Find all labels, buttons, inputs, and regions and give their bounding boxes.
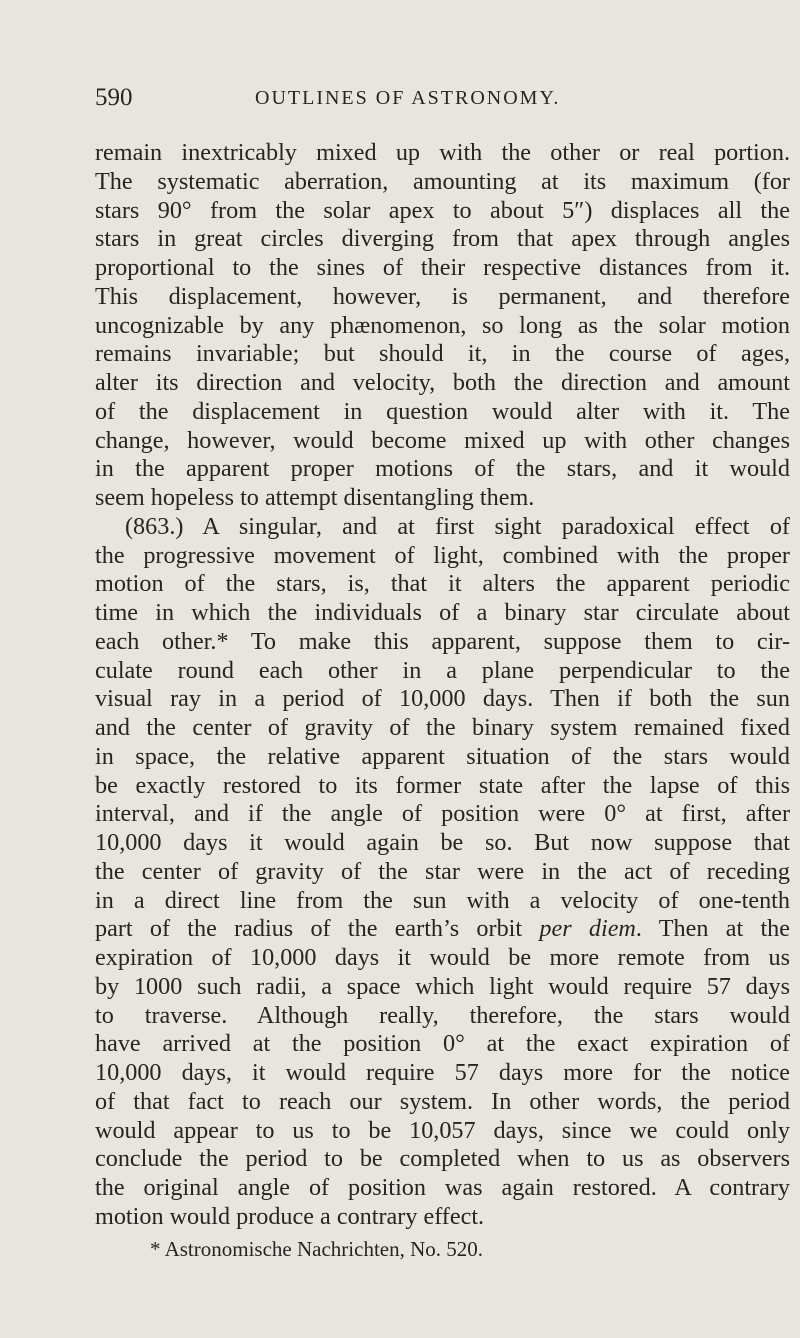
text-line: to traverse. Although really, therefore, the stars would bbox=[95, 1001, 790, 1029]
text-line: the original angle of position was again restored. A contrary bbox=[95, 1174, 790, 1201]
text-line: expiration of 10,000 days it would be more remote from us bbox=[95, 944, 790, 971]
text-line: proportional to the sines of their respective distances from it. bbox=[95, 254, 790, 281]
text-line: of that fact to reach our system. In other words, the period bbox=[95, 1087, 790, 1115]
text-line: and the center of gravity of the binary system remained fixed bbox=[95, 714, 790, 741]
text-line: culate round each other in a plane perpendicular to the bbox=[95, 656, 790, 684]
page-number: 590 bbox=[95, 84, 133, 111]
text-segment: part of the radius of the earth’s orbit bbox=[95, 915, 540, 943]
text-line: motion of the stars, is, that it alters the apparent periodic bbox=[95, 570, 790, 598]
text-line: uncognizable by any phænomenon, so long as the solar motion bbox=[95, 311, 790, 339]
text-line: This displacement, however, is permanent, and therefore bbox=[95, 282, 790, 310]
running-title: OUTLINES OF ASTRONOMY. bbox=[255, 87, 561, 109]
text-line: (863.) A singular, and at first sight paradoxical effect of bbox=[125, 512, 790, 540]
text-line: would appear to us to be 10,057 days, since we could only bbox=[95, 1116, 790, 1144]
text-line: remains invariable; but should it, in the course of ages, bbox=[95, 340, 790, 368]
text-line: the progressive movement of light, combined with the proper bbox=[95, 541, 790, 569]
text-line: remain inextricably mixed up with the other or real portion. bbox=[95, 139, 790, 166]
text-line: The systematic aberration, amounting at its maximum (for bbox=[95, 167, 790, 195]
text-segment: . Then at the bbox=[635, 915, 791, 943]
text-line: of the displacement in question would alter with it. The bbox=[95, 397, 790, 425]
text-line: 10,000 days it would again be so. But now suppose that bbox=[95, 829, 790, 856]
text-line: 10,000 days, it would require 57 days more for the notice bbox=[95, 1059, 790, 1086]
text-line: in the apparent proper motions of the stars, and it would bbox=[95, 455, 790, 483]
text-line: seem hopeless to attempt disentangling them. bbox=[95, 484, 535, 511]
text-line: interval, and if the angle of position were 0° at first, after bbox=[95, 800, 790, 828]
text-line: each other.* To make this apparent, suppose them to cir- bbox=[95, 627, 790, 655]
text-line: conclude the period to be completed when to us as observers bbox=[95, 1145, 790, 1173]
text-line: change, however, would become mixed up with other changes bbox=[95, 426, 790, 454]
footnote: * Astronomische Nachrichten, No. 520. bbox=[150, 1237, 484, 1261]
page-header bbox=[95, 84, 790, 118]
text-line: stars in great circles diverging from that apex through angles bbox=[95, 225, 790, 253]
text-line: alter its direction and velocity, both the direction and amount bbox=[95, 369, 790, 396]
body-text bbox=[95, 139, 790, 1232]
text-line: be exactly restored to its former state after the lapse of this bbox=[95, 771, 790, 799]
text-line: have arrived at the position 0° at the exact expiration of bbox=[95, 1030, 790, 1058]
text-line: by 1000 such radii, a space which light would require 57 days bbox=[95, 972, 790, 1000]
text-line: stars 90° from the solar apex to about 5″) displaces all the bbox=[95, 196, 790, 224]
text-line: the center of gravity of the star were in the act of receding bbox=[95, 857, 790, 885]
text-line: visual ray in a period of 10,000 days. Then if both the sun bbox=[95, 685, 790, 713]
italic-text: per diem bbox=[539, 915, 636, 943]
text-line: time in which the individuals of a binary star circulate about bbox=[95, 599, 790, 626]
text-line: motion would produce a contrary effect. bbox=[95, 1202, 485, 1230]
text-line: in a direct line from the sun with a velocity of one-tenth bbox=[95, 886, 790, 914]
text-line: in space, the relative apparent situation of the stars would bbox=[95, 742, 790, 770]
text-line bbox=[95, 915, 790, 944]
